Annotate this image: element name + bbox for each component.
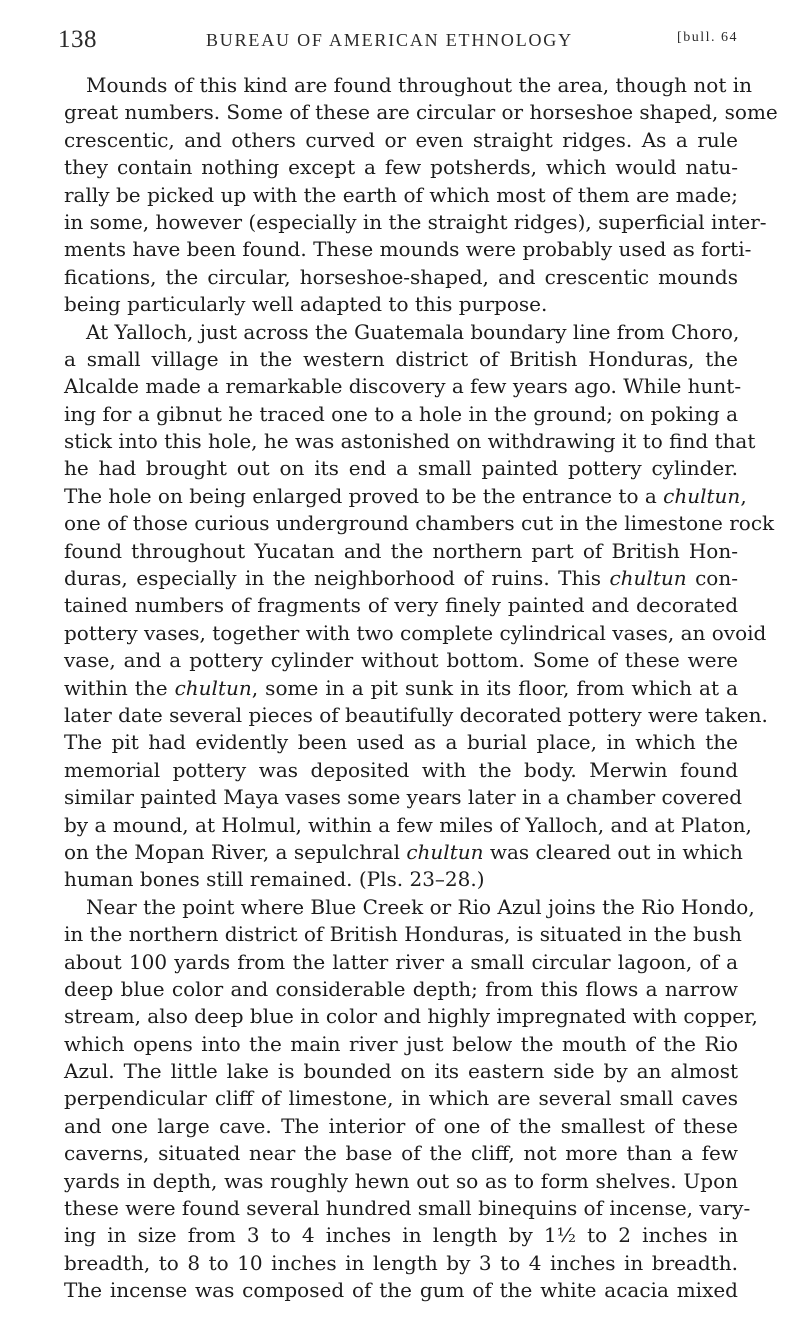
- text-line: tained numbers of fragments of very finely painted and decorated: [64, 593, 738, 618]
- text-line: ments have been found. These mounds were probably used as forti-: [64, 237, 752, 262]
- text-line: The pit had evidently been used as a burial place, in which the: [64, 730, 738, 755]
- text-line: memorial pottery was deposited with the body. Merwin found: [64, 757, 738, 782]
- text-line: perpendicular cliff of limestone, in which are several small caves: [64, 1086, 738, 1111]
- text-line: Mounds of this kind are found throughout the area, though not in: [86, 73, 752, 97]
- text-line: Near the point where Blue Creek or Rio Azul joins the Rio Hondo,: [86, 894, 755, 919]
- text-line: he had brought out on its end a small painted pottery cylinder.: [64, 456, 738, 481]
- text-line: caverns, situated near the base of the cliff, not more than a few: [64, 1141, 738, 1166]
- text-line: a small village in the western district of British Honduras, the: [64, 346, 738, 371]
- paragraph: [64, 319, 775, 894]
- text-line: The incense was composed of the gum of the white acacia mixed: [64, 1278, 738, 1303]
- text-line: duras, especially in the neighborhood of ruins. This chultun con-: [64, 566, 738, 591]
- text-line: Azul. The little lake is bounded on its eastern side by an almost: [64, 1059, 738, 1084]
- text-line: which opens into the main river just below the mouth of the Rio: [64, 1031, 738, 1056]
- text-line: about 100 yards from the latter river a small circular lagoon, of a: [64, 949, 738, 974]
- text-line: ing in size from 3 to 4 inches in length by 1½ to 2 inches in: [64, 1223, 738, 1248]
- text-line: similar painted Maya vases some years later in a chamber covered: [64, 785, 743, 810]
- text-line: great numbers. Some of these are circular or horseshoe shaped, some: [64, 100, 778, 125]
- text-line: The hole on being enlarged proved to be the entrance to a chultun,: [64, 483, 747, 508]
- text-line: found throughout Yucatan and the northern part of British Hon-: [64, 538, 738, 563]
- text-line: stick into this hole, he was astonished on withdrawing it to find that: [64, 429, 756, 454]
- text-line: being particularly well adapted to this purpose.: [64, 292, 548, 317]
- text-line: At Yalloch, just across the Guatemala boundary line from Choro,: [86, 319, 740, 344]
- text-line: rally be picked up with the earth of which most of them are made;: [64, 182, 738, 207]
- bulletin-reference: [bull. 64: [677, 30, 738, 45]
- text-line: crescentic, and others curved or even straight ridges. As a rule: [64, 127, 738, 152]
- text-line: deep blue color and considerable depth; from this flows a narrow: [64, 976, 738, 1001]
- text-line: ing for a gibnut he traced one to a hole in the ground; on poking a: [64, 401, 738, 426]
- page-number: 138: [58, 26, 97, 53]
- text-line: yards in depth, was roughly hewn out so as to form shelves. Upon: [64, 1168, 738, 1193]
- book-page: [58, 22, 778, 1305]
- text-line: fications, the circular, horseshoe-shaped, and crescentic mounds: [64, 264, 738, 289]
- text-line: and one large cave. The interior of one of the smallest of these: [64, 1113, 738, 1138]
- text-line: within the chultun, some in a pit sunk in its floor, from which at a: [64, 675, 738, 700]
- text-line: vase, and a pottery cylinder without bottom. Some of these were: [64, 648, 738, 673]
- text-line: later date several pieces of beautifully decorated pottery were taken.: [64, 702, 768, 727]
- text-line: pottery vases, together with two complete cylindrical vases, an ovoid: [64, 620, 767, 645]
- text-line: in the northern district of British Honduras, is situated in the bush: [64, 922, 742, 947]
- text-line: in some, however (especially in the straight ridges), superficial inter-: [64, 209, 767, 234]
- text-line: breadth, to 8 to 10 inches in length by 3 to 4 inches in breadth.: [64, 1250, 738, 1275]
- text-line: one of those curious underground chambers cut in the limestone rock: [64, 511, 775, 536]
- running-title: BUREAU OF AMERICAN ETHNOLOGY: [206, 30, 573, 50]
- running-head: [58, 22, 738, 62]
- text-line: human bones still remained. (Pls. 23–28.): [64, 867, 485, 892]
- paragraph: [64, 894, 758, 1305]
- text-line: they contain nothing except a few potsherds, which would natu-: [64, 155, 738, 180]
- text-line: Alcalde made a remarkable discovery a few years ago. While hunt-: [64, 374, 742, 399]
- text-line: on the Mopan River, a sepulchral chultun was cleared out in which: [64, 839, 743, 864]
- body-text: [64, 72, 778, 1305]
- text-line: these were found several hundred small binequins of incense, vary-: [64, 1196, 751, 1221]
- text-line: stream, also deep blue in color and highly impregnated with copper,: [64, 1004, 758, 1029]
- paragraph: [64, 72, 778, 319]
- text-line: by a mound, at Holmul, within a few miles of Yalloch, and at Platon,: [64, 812, 752, 837]
